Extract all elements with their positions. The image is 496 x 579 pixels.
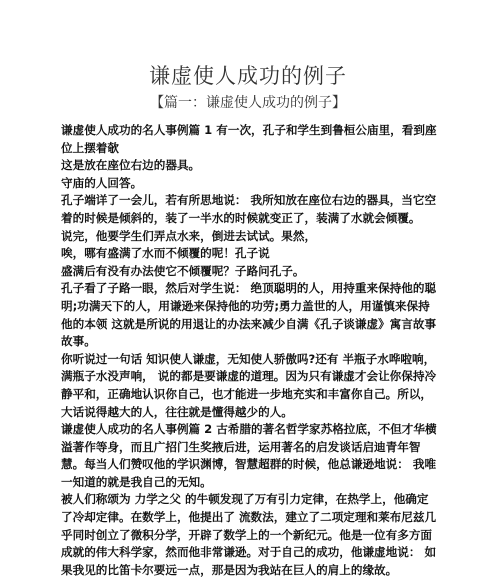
paragraph: 被人们称颂为 力学之父 的牛顿发现了万有引力定律，在热学上，他确定了冷却定律。在数学上，他提出了 流数法，建立了二项定理和莱布尼兹几乎同时创立了微积分学，开辟了数学上的一个新纪元。他是一位有多方面成就的伟大科学家，然而他非常谦逊。对于自己的成功，他谦虚地说： 如果我见的比笛卡尔要远一点，那是因为我站在巨人的肩上的缘故。 (61, 492, 437, 577)
paragraph: 盛满后有没有办法使它不倾覆呢？子路问孔子。 (61, 263, 305, 278)
paragraph: 谦虚使人成功的名人事例篇 1 有一次，孔子和学生到鲁桓公庙里，看到座位上摆着欹 (61, 123, 437, 155)
paragraph: 说完，他要学生们弄点水来，倒进去试试。果然， (61, 228, 317, 243)
article-body (61, 122, 437, 579)
section-heading: 【篇一：谦虚使人成功的例子】 (150, 95, 346, 111)
paragraph: 守庙的人回答。 (61, 175, 143, 190)
document-title: 谦虚使人成功的例子 (149, 64, 347, 88)
paragraph: 孔子看了子路一眼，然后对学生说： 绝顶聪明的人，用持重来保持他的聪明;功满天下的人，用谦逊来保持他的功劳;勇力盖世的人，用谨慎来保持他的本领 这就是所说的用退让的办法来减少自满《孔子谈谦虚》寓言故事故事。 (61, 281, 437, 349)
paragraph: 这是放在座位右边的器具。 (61, 158, 201, 173)
paragraph: 唉，哪有盛满了水而不倾覆的呢！孔子说 (61, 246, 270, 261)
paragraph: 你听说过一句话 知识使人谦虚，无知使人骄傲吗?还有 半瓶子水哗啦响，满瓶子水没声响， 说的都是要谦虚的道理。因为只有谦虚才会让你保持冷静平和，正确地认识你自己，也才能进一步地充实和丰富你自己。所以，大话说得越大的人，往往就是懂得越少的人。 (61, 351, 437, 419)
paragraph: 孔子端详了一会儿，若有所思地说： 我所知放在座位右边的器具，当它空着的时候是倾斜的，装了一半水的时候就变正了，装满了水就会倾覆。 (61, 193, 437, 225)
paragraph: 谦虚使人成功的名人事例篇 2 古希腊的著名哲学家苏格拉底，不但才华横溢著作等身，而且广招门生奖掖后进，运用著名的启发谈话启迪青年智慧。每当人们赞叹他的学识渊博，智慧超群的时候，他总谦逊地说： 我唯一知道的就是我自己的无知。 (61, 422, 437, 489)
